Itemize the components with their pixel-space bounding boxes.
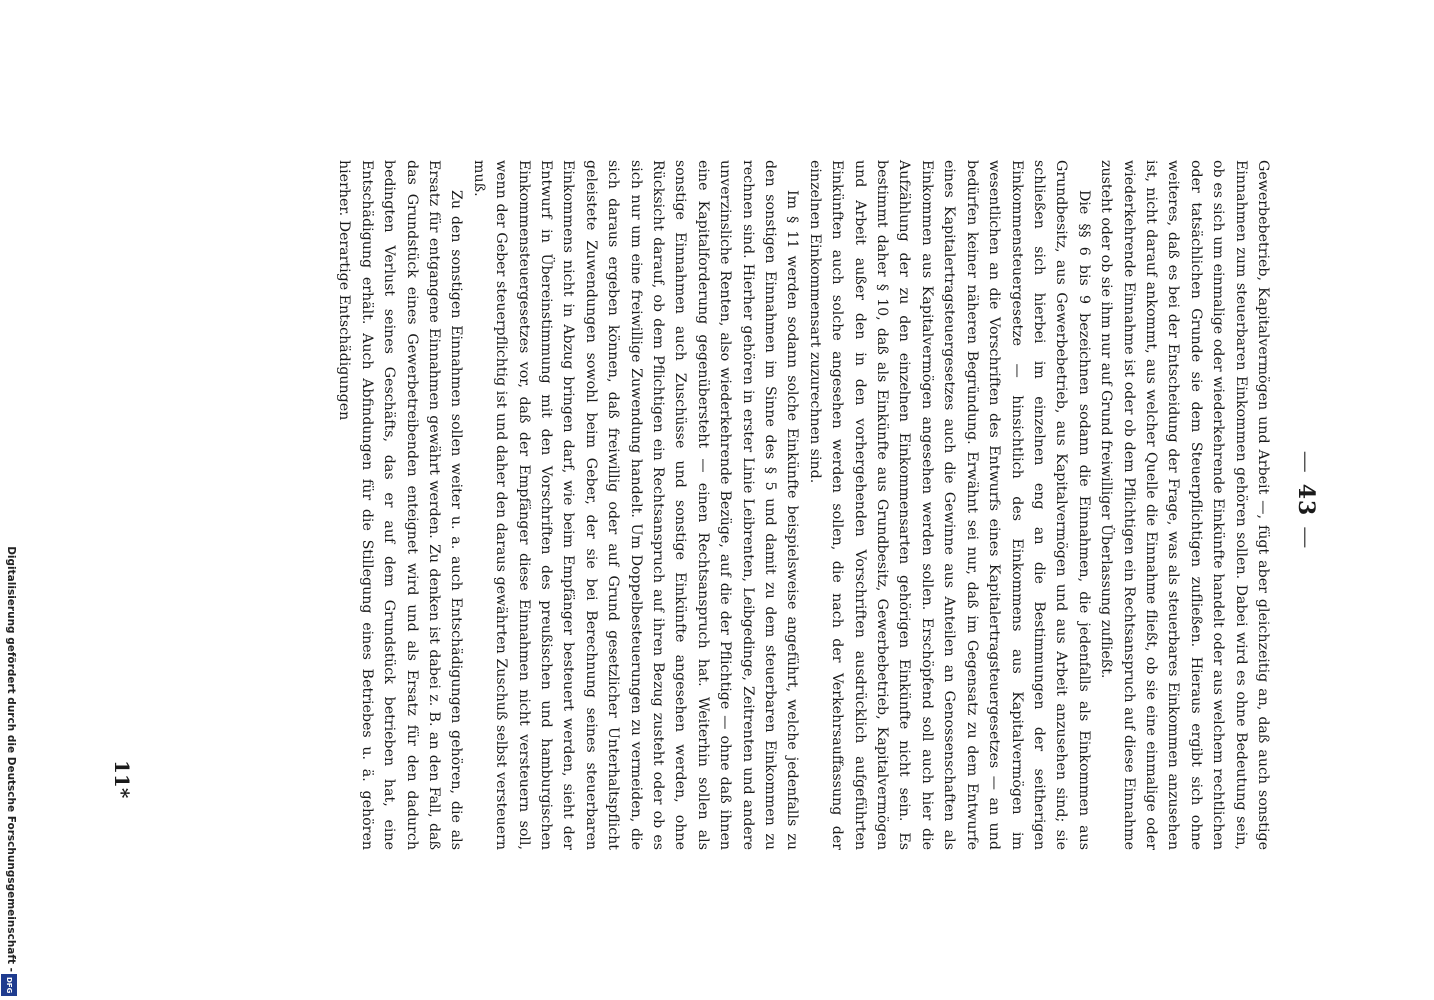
dfg-logo: DFG [1,974,17,996]
paragraph: Zu den sonstigen Einnahmen sollen weiter u. a. auch Entschädigungen gehören, die als Ersatz für entgangene Einnahmen gewährt werden. Zu denken ist dabei z. B. an den Fall, daß das Grundstück eines Gewerbetreibenden enteignet wird und als Ersatz für den dadurch bedingten Verlust seines Geschäfts, das er auf dem Grundstück betrieben hat, eine Entschädigung erhält. Auch Abfindungen für die Stillegung eines Betriebes u. ä. gehören hierher. Derartige Entschädigungen [336,160,465,850]
paragraph: Im § 11 werden sodann solche Einkünfte beispielsweise angeführt, welche jedenfalls zu den sonstigen Einnahmen im Sinne des § 5 und damit zu dem steuerbaren Einkommen zu rechnen sind. Hierher gehören in erster Linie Leibrenten, Leibgedinge, Zeitrenten und andere unverzinsliche Renten, also wiederkehrende Bezüge, auf die der Pflichtige — ohne daß ihnen eine Kapitalforderung gegenübersteht — einen Rechtsanspruch hat. Weiterhin sollen als sonstige Einnahmen auch Zuschüsse und sonstige Einkünfte angesehen werden, ohne Rücksicht darauf, ob dem Pflichtigen ein Rechtsanspruch auf ihren Bezug zusteht oder ob es sich nur um eine freiwillige Zuwendung handelt. Um Doppelbesteuerungen zu vermeiden, die sich daraus ergeben können, daß freiwillig oder auf Grund gesetzlicher Unterhaltspflicht geleistete Zuwendungen sowohl beim Geber, der sie bei Berechnung seines steuerbaren Einkommens nicht in Abzug bringen darf, wie beim Empfänger besteuert werden, sieht der Entwurf in Übereinstimmung mit den Vorschriften des preußischen und hamburgischen Einkommensteuergesetzes vor, daß der Empfänger diese Einnahmen nicht versteuern soll, wenn der Geber steuerpflichtig ist und daher den daraus gewährten Zuschuß selbst versteuern muß. [470,160,801,850]
funding-note: Digitalisierung gefördert durch die Deutsche Forschungsgemeinschaft - [5,546,17,972]
paragraph: Die §§ 6 bis 9 bezeichnen sodann die Einnahmen, die jedenfalls als Einkommen aus Grundbesitz, aus Gewerbebetrieb, aus Kapitalvermögen und aus Arbeit anzusehen sind; sie schließen sich hierbei im einzelnen eng an die Bestimmungen der seitherigen Einkommensteuergesetze — hinsichtlich des Einkommens aus Kapitalvermögen im wesentlichen an die Vorschriften des Entwurfs eines Kapitalertragsteuergesetzes — an und bedürfen keiner näheren Begründung. Erwähnt sei nur, daß im Gegensatz zu dem Entwurfe eines Kapitalertragsteuergesetzes auch die Gewinne aus Anteilen an Genossenschaften als Einkommen aus Kapitalvermögen angesehen werden sollen. Erschöpfend soll auch hier die Aufzählung der zu den einzelnen Einkommensarten gehörigen Einkünfte nicht sein. Es bestimmt daher § 10, daß als Einkünfte aus Grundbesitz, Gewerbebetrieb, Kapitalvermögen und Arbeit außer den in den vorhergehenden Vorschriften ausdrücklich aufgeführten Einkünften auch solche angesehen werden sollen, die nach der Verkehrsauffassung der einzelnen Einkommensart zuzurechnen sind. [806,160,1092,850]
body-text [333,160,1274,850]
sheet-signature: 11* [110,760,134,799]
paragraph: Gewerbebetrieb, Kapitalvermögen und Arbeit —, fügt aber gleichzeitig an, daß auch sonstige Einnahmen zum steuerbaren Einkommen gehören sollen. Dabei wird es ohne Bedeutung sein, ob es sich um einmalige oder wiederkehrende Einkünfte handelt oder aus welchem rechtlichen oder tatsächlichen Grunde sie dem Steuerpflichtigen zufließen. Hieraus ergibt sich ohne weiteres, daß es bei der Entscheidung der Frage, was als steuerbares Einkommen anzusehen ist, nicht darauf ankommt, aus welcher Quelle die Einnahme fließt, ob sie eine einmalige oder wiederkehrende Einnahme ist oder ob dem Pflichtigen ein Rechtsanspruch auf diese Einnahme zusteht oder ob sie ihm nur auf Grund freiwilliger Überlassung zufließt. [1098,160,1271,850]
digitization-footer [0,0,20,1000]
page-number-value: 43 [1293,483,1319,517]
page-number: —43— [1293,450,1319,550]
